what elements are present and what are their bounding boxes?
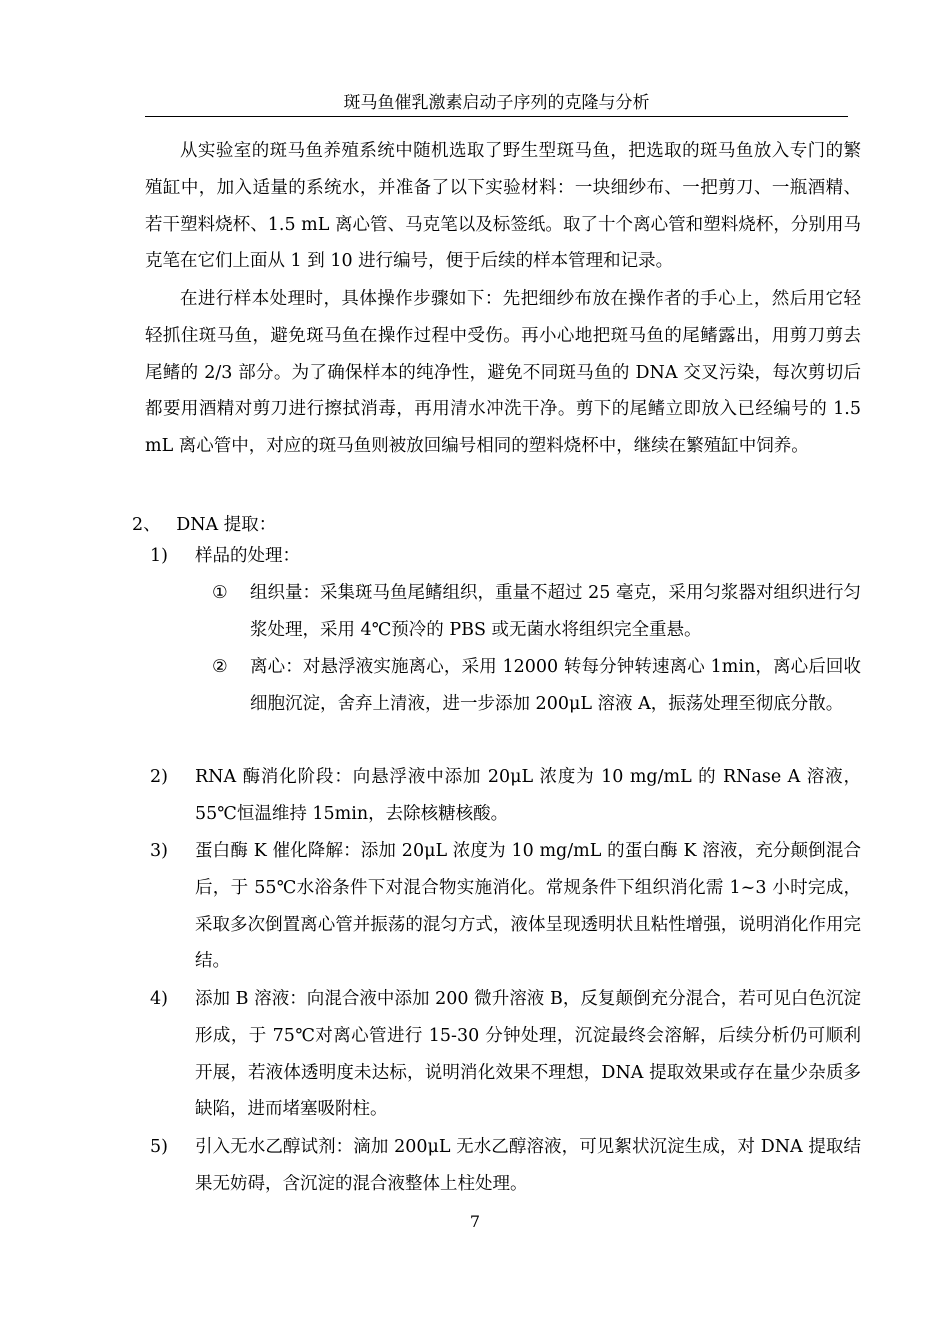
- header-rule: [145, 116, 848, 117]
- page-number: 7: [469, 1212, 481, 1231]
- running-header-title: 斑马鱼催乳激素启动子序列的克隆与分析: [343, 93, 650, 113]
- step-text: 蛋白酶 K 催化降解：添加 20μL 浓度为 10 mg/mL 的蛋白酶 K 溶液，充分颠倒混合后，于 55℃水浴条件下对混合物实施消化。常规条件下组织消化需 1~3 小时完成，采取多次倒置离心管并振荡的混匀方式，液体呈现透明状且粘性增强，说明消化作用完结。: [195, 841, 861, 972]
- step-number: 5): [150, 1137, 168, 1157]
- section-number: 2、: [132, 515, 161, 535]
- step-4: [150, 981, 861, 1128]
- substep-1: [212, 575, 861, 649]
- step-number: 3): [150, 841, 168, 861]
- substep-number: ①: [212, 583, 228, 603]
- step-text: 样品的处理：: [195, 546, 300, 566]
- paragraph-materials: 从实验室的斑马鱼养殖系统中随机选取了野生型斑马鱼，把选取的斑马鱼放入专门的繁殖缸中，加入适量的系统水，并准备了以下实验材料：一块细纱布、一把剪刀、一瓶酒精、若干塑料烧杯、1.5 mL 离心管、马克笔以及标签纸。取了十个离心管和塑料烧杯，分别用马克笔在它们上面从 1 到 10 进行编号，便于后续的样本管理和记录。: [145, 141, 861, 272]
- step-5: [150, 1129, 861, 1203]
- substep-2: [212, 649, 861, 723]
- step-1: [150, 538, 861, 575]
- step-number: 1): [150, 546, 168, 566]
- step-number: 2): [150, 767, 168, 787]
- section-title: DNA 提取：: [176, 515, 277, 535]
- paragraph-sample-processing: 在进行样本处理时，具体操作步骤如下：先把细纱布放在操作者的手心上，然后用它轻轻抓住斑马鱼，避免斑马鱼在操作过程中受伤。再小心地把斑马鱼的尾鳍露出，用剪刀剪去尾鳍的 2/3 部分。为了确保样本的纯净性，避免不同斑马鱼的 DNA 交叉污染，每次剪切后都要用酒精对剪刀进行擦拭消毒，再用清水冲洗干净。剪下的尾鳍立即放入已经编号的 1.5 mL 离心管中，对应的斑马鱼则被放回编号相同的塑料烧杯中，继续在繁殖缸中饲养。: [145, 289, 862, 457]
- step-number: 4): [150, 989, 168, 1009]
- substep-text: 组织量：采集斑马鱼尾鳍组织，重量不超过 25 毫克，采用匀浆器对组织进行匀浆处理，采用 4℃预冷的 PBS 或无菌水将组织完全重悬。: [250, 583, 861, 640]
- step-text: RNA 酶消化阶段：向悬浮液中添加 20μL 浓度为 10 mg/mL 的 RNase A 溶液，55℃恒温维持 15min，去除核糖核酸。: [195, 767, 861, 824]
- substep-text: 离心：对悬浮液实施离心，采用 12000 转每分钟转速离心 1min，离心后回收细胞沉淀，舍弃上清液，进一步添加 200μL 溶液 A，振荡处理至彻底分散。: [250, 657, 861, 714]
- substep-number: ②: [212, 657, 228, 677]
- step-2: [150, 759, 861, 833]
- step-3: [150, 833, 861, 980]
- step-text: 添加 B 溶液：向混合液中添加 200 微升溶液 B，反复颠倒充分混合，若可见白色沉淀形成，于 75℃对离心管进行 15-30 分钟处理，沉淀最终会溶解，后续分析仍可顺利开展，若液体透明度未达标，说明消化效果不理想，DNA 提取效果或存在量少杂质多缺陷，进而堵塞吸附柱。: [195, 989, 861, 1120]
- step-text: 引入无水乙醇试剂：滴加 200μL 无水乙醇溶液，可见絮状沉淀生成，对 DNA 提取结果无妨碍，含沉淀的混合液整体上柱处理。: [195, 1137, 861, 1194]
